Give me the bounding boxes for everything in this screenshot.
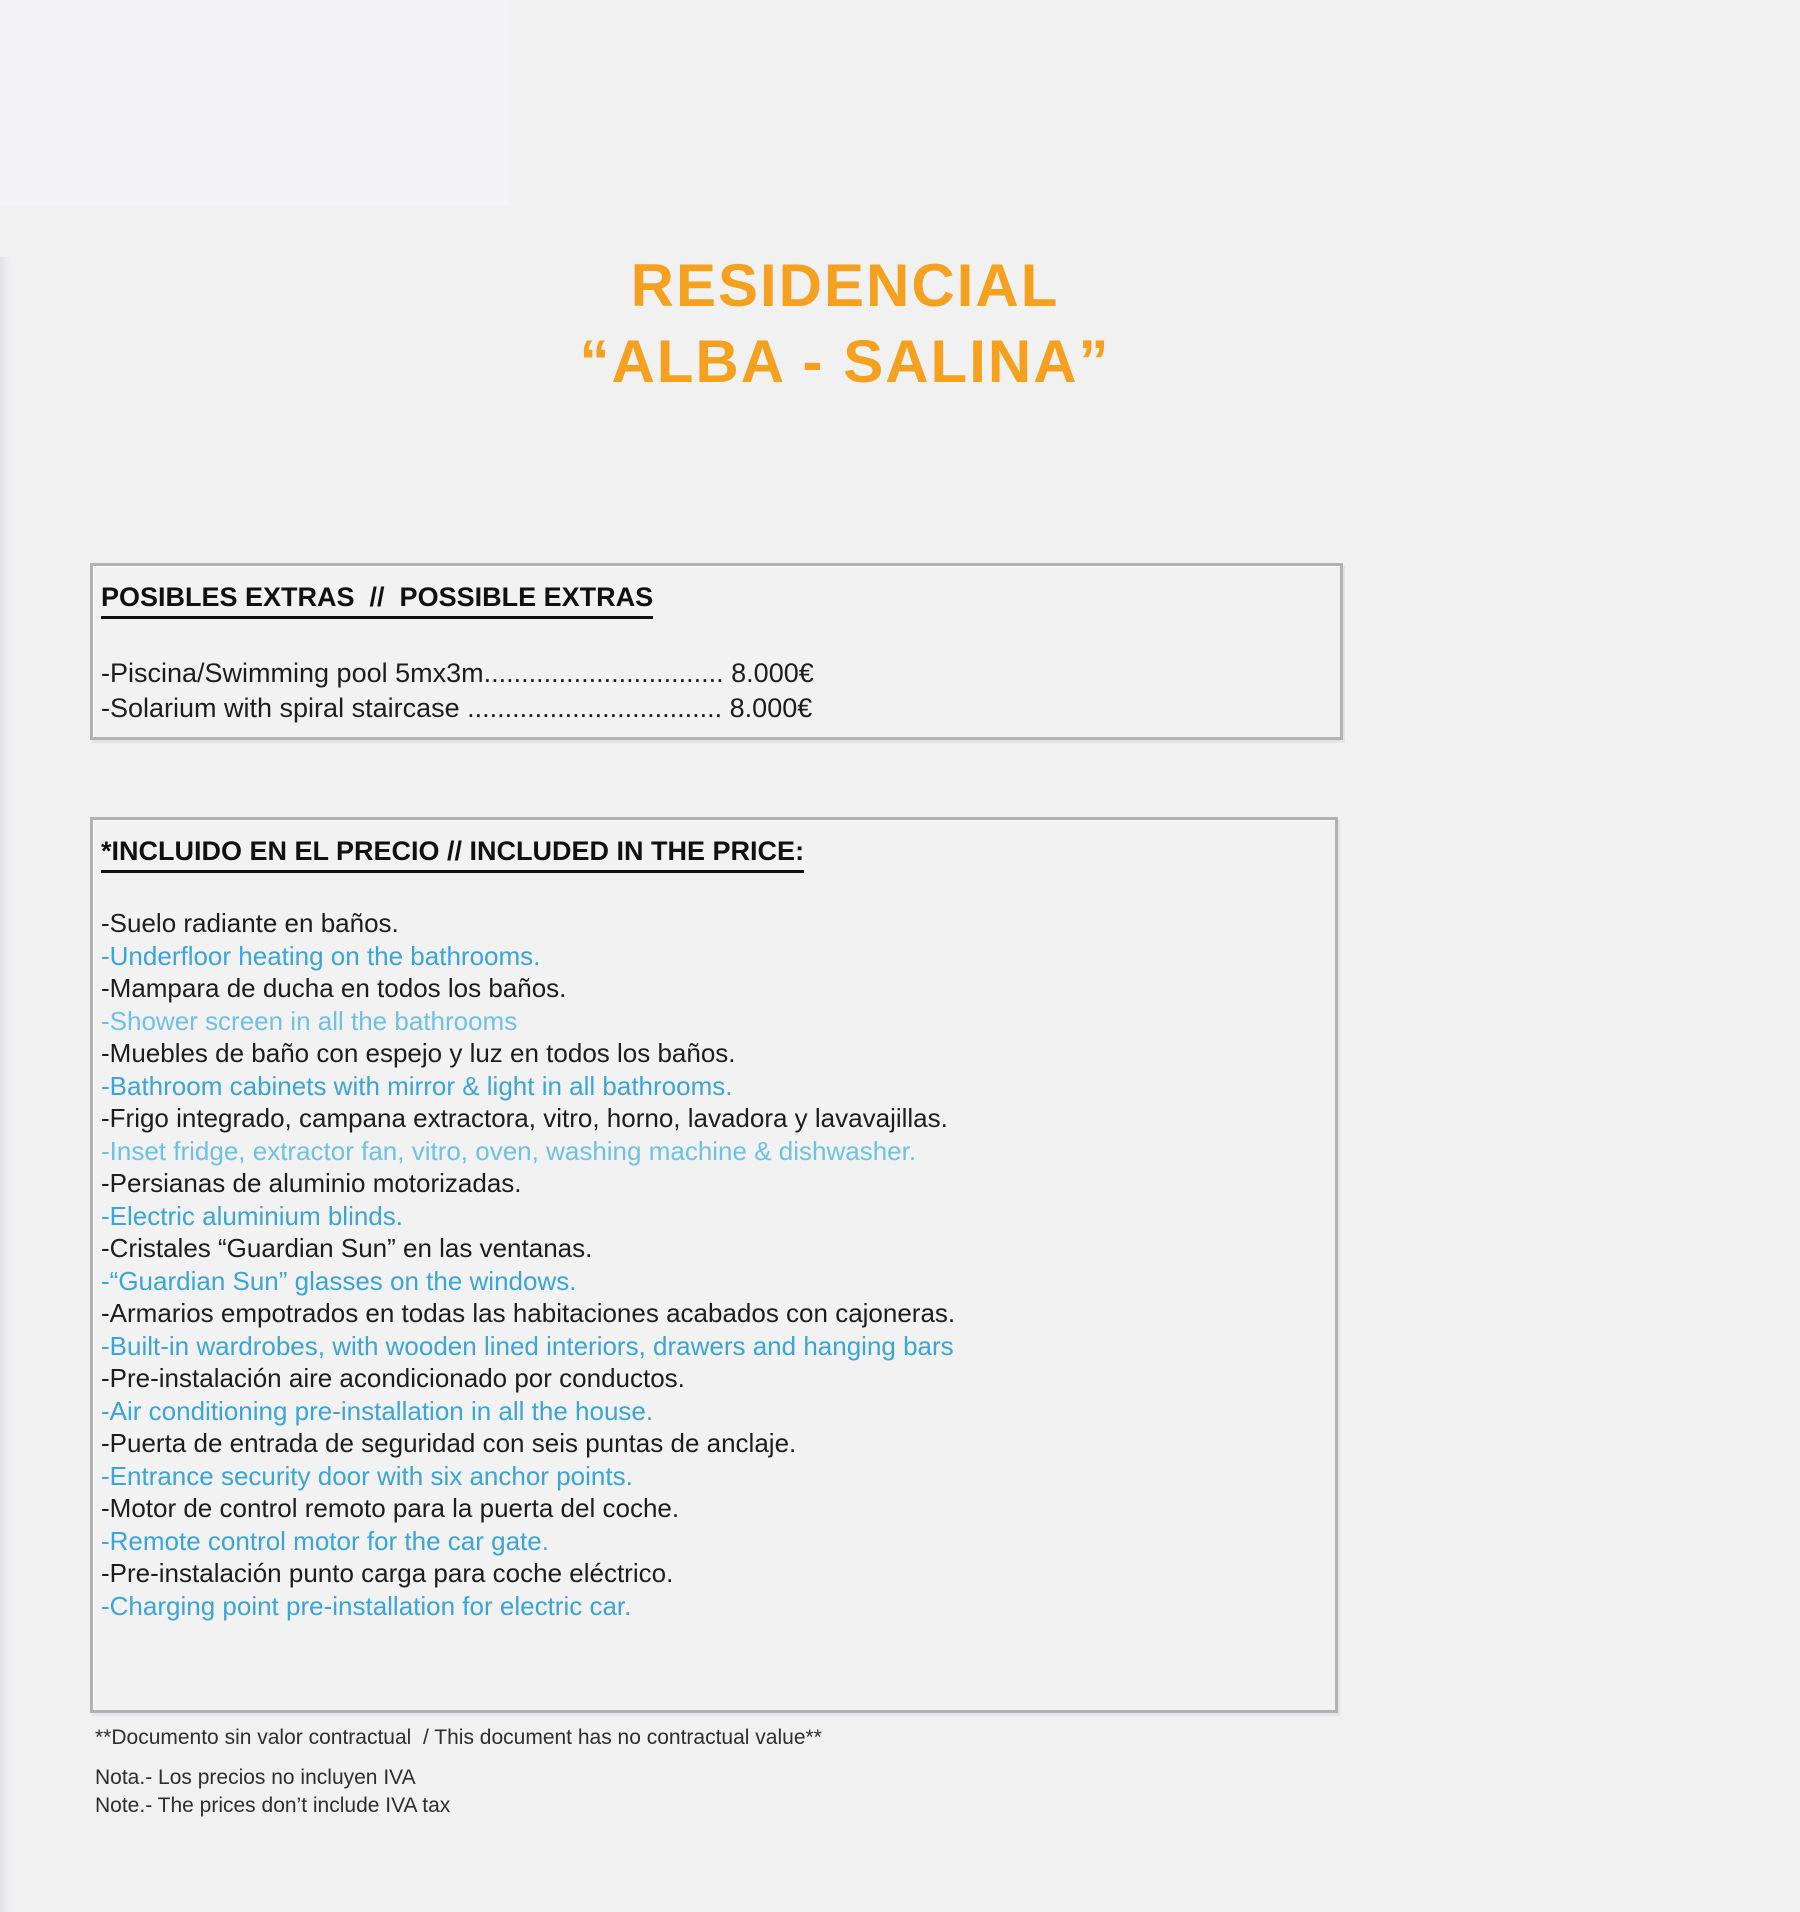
list-item: -Shower screen in all the bathrooms bbox=[101, 1005, 518, 1036]
page-corner-highlight bbox=[0, 0, 510, 205]
title-line-1: RESIDENCIAL bbox=[630, 252, 1060, 319]
list-item: -“Guardian Sun” glasses on the windows. bbox=[101, 1265, 577, 1296]
list-item: -Muebles de baño con espejo y luz en todos los baños. bbox=[101, 1038, 736, 1068]
extra-item-solarium: -Solarium with spiral staircase .................................. 8.000€ bbox=[101, 693, 813, 723]
possible-extras-list bbox=[101, 656, 1330, 726]
list-item: -Remote control motor for the car gate. bbox=[101, 1525, 549, 1556]
list-item: -Frigo integrado, campana extractora, vitro, horno, lavadora y lavavajillas. bbox=[101, 1103, 948, 1133]
list-item: -Bathroom cabinets with mirror & light in all bathrooms. bbox=[101, 1070, 733, 1101]
contract-disclaimer: **Documento sin valor contractual / This document has no contractual value** bbox=[95, 1726, 822, 1749]
title-line-2: “ALBA - SALINA” bbox=[579, 328, 1111, 395]
possible-extras-heading bbox=[101, 582, 1330, 619]
list-item: -Motor de control remoto para la puerta del coche. bbox=[101, 1493, 680, 1523]
list-item: -Electric aluminium blinds. bbox=[101, 1200, 403, 1231]
list-item: -Suelo radiante en baños. bbox=[101, 908, 399, 938]
list-item: -Air conditioning pre-installation in all the house. bbox=[101, 1395, 654, 1426]
included-in-price-heading-text: *INCLUIDO EN EL PRECIO // INCLUDED IN THE PRICE: bbox=[101, 836, 804, 873]
list-item: -Puerta de entrada de seguridad con seis puntas de anclaje. bbox=[101, 1428, 797, 1458]
list-item: -Cristales “Guardian Sun” en las ventanas. bbox=[101, 1233, 593, 1263]
list-item: -Charging point pre-installation for electric car. bbox=[101, 1590, 632, 1621]
page-edge-shadow bbox=[0, 257, 14, 1912]
possible-extras-box bbox=[90, 563, 1343, 740]
iva-note-english: Note.- The prices don’t include IVA tax bbox=[95, 1794, 451, 1817]
document-title bbox=[0, 248, 1690, 400]
list-item: -Entrance security door with six anchor points. bbox=[101, 1460, 633, 1491]
possible-extras-heading-text: POSIBLES EXTRAS // POSSIBLE EXTRAS bbox=[101, 582, 653, 619]
included-list bbox=[101, 907, 1325, 1622]
included-in-price-box bbox=[90, 817, 1338, 1713]
list-item: -Built-in wardrobes, with wooden lined interiors, drawers and hanging bars bbox=[101, 1330, 954, 1361]
list-item: -Inset fridge, extractor fan, vitro, oven, washing machine & dishwasher. bbox=[101, 1135, 917, 1166]
list-item: -Persianas de aluminio motorizadas. bbox=[101, 1168, 522, 1198]
list-item: -Underfloor heating on the bathrooms. bbox=[101, 940, 541, 971]
list-item: -Pre-instalación punto carga para coche eléctrico. bbox=[101, 1558, 674, 1588]
iva-note-spanish: Nota.- Los precios no incluyen IVA bbox=[95, 1766, 416, 1789]
list-item: -Pre-instalación aire acondicionado por conductos. bbox=[101, 1363, 685, 1393]
list-item: -Mampara de ducha en todos los baños. bbox=[101, 973, 567, 1003]
list-item: -Armarios empotrados en todas las habitaciones acabados con cajoneras. bbox=[101, 1298, 956, 1328]
included-in-price-heading bbox=[101, 836, 1325, 873]
extra-item-swimming-pool: -Piscina/Swimming pool 5mx3m................................ 8.000€ bbox=[101, 658, 814, 688]
